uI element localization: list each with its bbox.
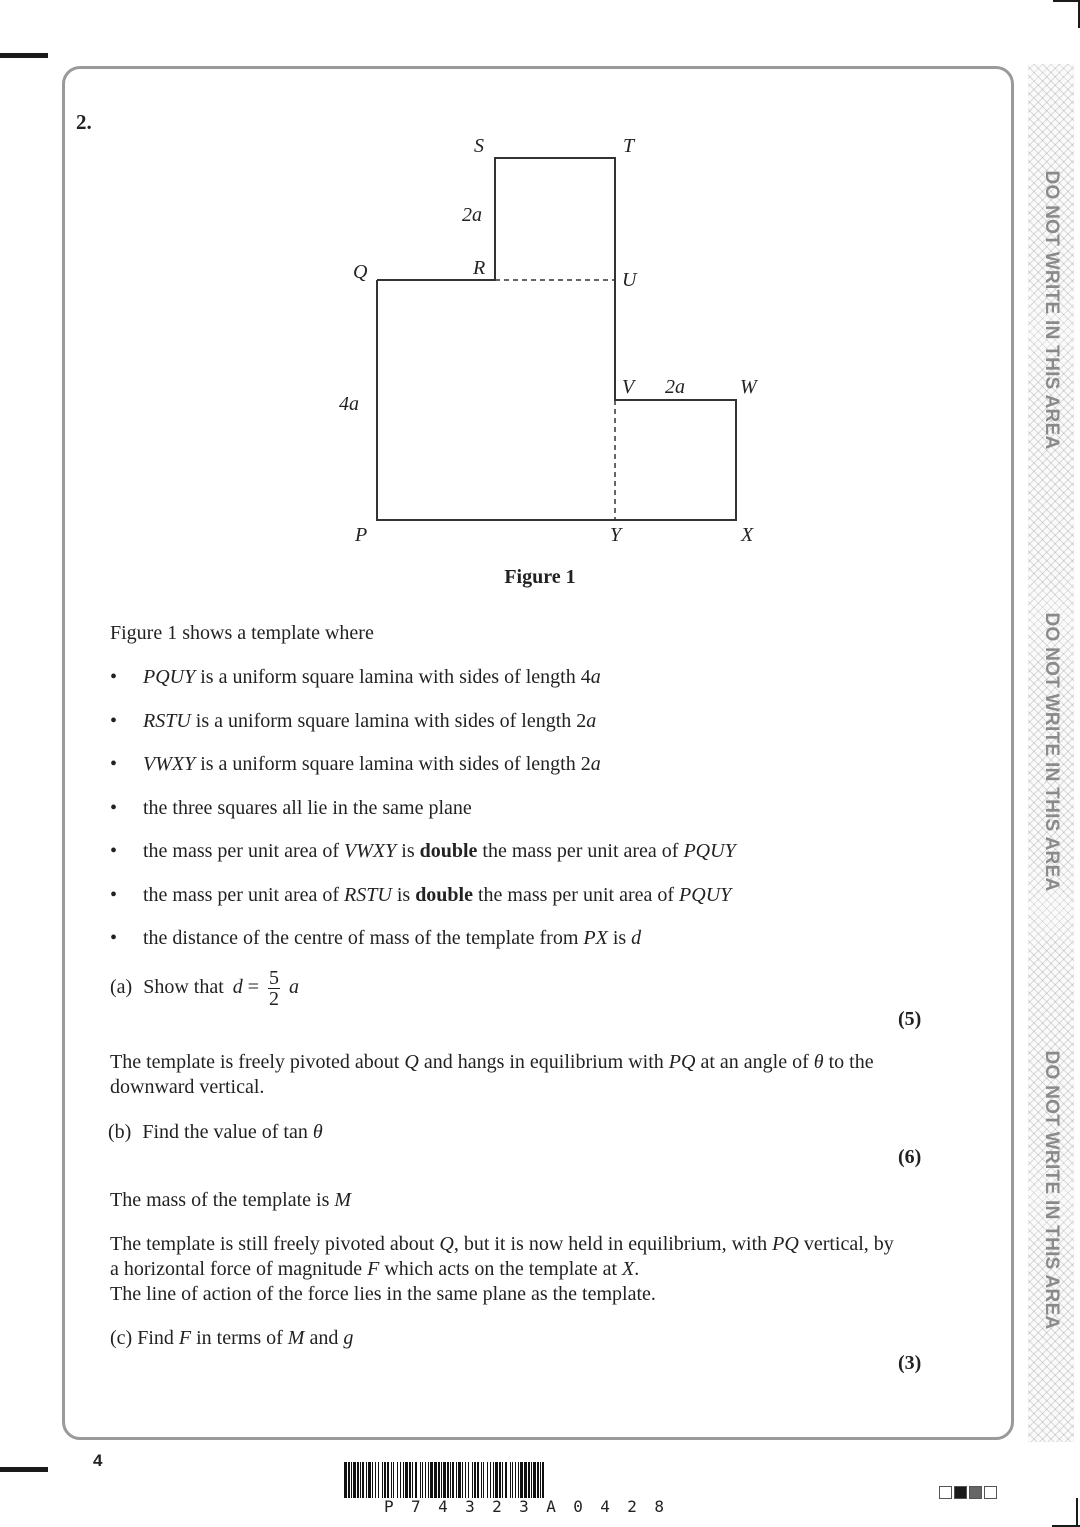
part-c-question-segment: in terms of (191, 1327, 288, 1349)
vertex-label-p: P (355, 524, 368, 546)
vertex-label-q: Q (353, 261, 368, 283)
bullet-icon: • (110, 796, 118, 819)
part-c-marks: (3) (898, 1352, 922, 1374)
figure-caption: Figure 1 (504, 566, 576, 588)
vertex-label-x: X (741, 524, 754, 546)
part-b-context-segment: to the downward vertical. (110, 1051, 874, 1098)
template-outline (377, 158, 736, 520)
condition-segment: is (391, 883, 416, 906)
vertex-label-w: W (740, 376, 757, 398)
condition-segment: RSTU (143, 709, 191, 732)
condition-segment: is a uniform square lamina with sides of length 2 (195, 753, 591, 775)
part-b-marks: (6) (898, 1146, 922, 1168)
condition-segment: is (607, 927, 632, 949)
part-a-text: Show that (143, 976, 224, 999)
vertex-label-u: U (622, 269, 637, 291)
fraction-denominator: 2 (269, 988, 280, 1010)
condition-segment: the mass per unit area of (143, 883, 345, 906)
condition-segment: the distance of the centre of mass of the template from (143, 927, 584, 949)
part-a-label: (a) (110, 976, 133, 999)
barcode-bar (544, 1462, 546, 1498)
condition-segment: PQUY (143, 666, 196, 688)
part-c-context-segment: vertical, by a horizontal force of magnitude (110, 1233, 894, 1280)
bullet-icon: • (110, 753, 118, 775)
condition-text (143, 883, 731, 908)
condition-text (143, 665, 601, 690)
condition-segment: is a uniform square lamina with sides of length 4 (195, 666, 591, 688)
dimension-label-pq: 4a (339, 393, 359, 415)
condition-text (143, 709, 596, 734)
indicator-box-empty (984, 1486, 997, 1499)
part-b-context-segment: and hangs in equilibrium with (418, 1051, 669, 1073)
bullet-icon: • (110, 883, 118, 906)
crop-mark-bottom-right-v (1076, 1498, 1078, 1526)
condition-segment: the three squares all lie in the same plane (143, 796, 472, 819)
mass-statement (110, 1188, 890, 1213)
condition-text (143, 839, 736, 864)
part-a-var: d (232, 976, 243, 999)
part-b-text: Find the value of tan (142, 1121, 308, 1143)
mass-statement-segment: The mass of the template is (110, 1189, 335, 1211)
condition-segment: RSTU (344, 883, 392, 906)
condition-segment: double (419, 840, 478, 862)
part-c-question-segment: g (343, 1327, 354, 1349)
barcode (344, 1462, 736, 1498)
part-b-context-segment: Q (404, 1051, 419, 1073)
part-b-context-segment: PQ (668, 1051, 696, 1073)
condition-segment: VWXY (344, 840, 397, 862)
fraction-numerator: 5 (269, 967, 280, 989)
part-c-context (110, 1232, 900, 1307)
condition-text (143, 926, 641, 951)
crop-mark-top-left (0, 53, 48, 58)
part-b-context-segment: at an angle of (695, 1051, 814, 1073)
condition-segment: PX (583, 927, 608, 949)
condition-text (143, 752, 601, 777)
part-c-question-segment: and (304, 1327, 344, 1349)
part-b-var: θ (312, 1121, 323, 1143)
vertex-label-y: Y (610, 524, 622, 546)
part-c-context-segment: which acts on the template at (379, 1258, 623, 1280)
part-c-question-segment: (c) Find (110, 1327, 179, 1349)
part-c-question (110, 1326, 890, 1351)
page-number: 4 (93, 1451, 103, 1470)
part-a-suffix: a (289, 976, 300, 999)
mass-statement-segment: M (334, 1189, 352, 1211)
vertex-label-v: V (622, 376, 635, 398)
vertex-label-r: R (473, 257, 486, 279)
question-number: 2. (76, 110, 92, 134)
vertex-label-t: T (623, 135, 635, 157)
part-c-context-segment: F (367, 1258, 380, 1280)
part-b-context (110, 1050, 890, 1100)
part-b-question (108, 1120, 888, 1145)
part-c-context-segment: Q (439, 1233, 454, 1255)
intro-text: Figure 1 shows a template where (110, 622, 374, 644)
bullet-icon: • (110, 840, 118, 862)
bullet-icon: • (110, 709, 118, 732)
margin-warning-2: DO NOT WRITE IN THIS AREA (1041, 612, 1062, 892)
part-a-question (110, 968, 890, 1009)
part-c-context-segment: , but it is now held in equilibrium, with (453, 1233, 773, 1255)
condition-segment: PQUY (679, 883, 732, 906)
margin-warning-3: DO NOT WRITE IN THIS AREA (1041, 1050, 1062, 1330)
condition-segment: double (415, 883, 473, 906)
condition-segment: is a uniform square lamina with sides of length 2 (190, 709, 587, 732)
condition-segment: PQUY (683, 840, 736, 862)
part-c-context-segment: The line of action of the force lies in the same plane as the template. (110, 1283, 656, 1305)
part-a-eq: = (247, 976, 260, 999)
indicator-box-black (954, 1486, 967, 1499)
condition-segment: d (631, 927, 642, 949)
vertex-label-s: S (474, 135, 484, 157)
condition-text (143, 796, 472, 821)
crop-mark-bottom-left (0, 1467, 48, 1472)
condition-segment: the mass per unit area of (143, 840, 345, 862)
indicator-box-empty (939, 1486, 952, 1499)
part-c-context-segment: . (634, 1258, 640, 1280)
condition-segment: the mass per unit area of (473, 883, 680, 906)
part-c-question-segment: F (178, 1327, 192, 1349)
crop-mark-top-right-h (1053, 0, 1080, 2)
condition-segment: VWXY (143, 753, 196, 775)
part-b-context-segment: θ (813, 1051, 824, 1073)
part-b-label: (b) (108, 1121, 132, 1143)
condition-segment: a (590, 666, 601, 688)
condition-segment: the mass per unit area of (477, 840, 684, 862)
part-a-marks: (5) (898, 1008, 922, 1030)
part-c-context-segment: The template is still freely pivoted about (110, 1233, 440, 1255)
dimension-label-vw: 2a (665, 376, 685, 398)
condition-segment: a (590, 753, 601, 775)
part-c-context-segment: PQ (772, 1233, 799, 1255)
barcode-text: P74323A0428 (384, 1497, 682, 1516)
margin-warning-1: DO NOT WRITE IN THIS AREA (1041, 170, 1062, 450)
fraction-five-halves (268, 968, 280, 1009)
part-c-question-segment: M (287, 1327, 305, 1349)
indicator-box-grey (969, 1486, 982, 1499)
part-c-context-segment: X (622, 1258, 635, 1280)
dimension-label-rs: 2a (462, 204, 482, 226)
figure-1-diagram (320, 125, 780, 555)
condition-segment: a (586, 709, 597, 732)
bullet-icon: • (110, 666, 118, 688)
page-indicator-boxes (939, 1486, 997, 1499)
bullet-icon: • (110, 927, 118, 949)
condition-segment: is (396, 840, 420, 862)
part-b-context-segment: The template is freely pivoted about (110, 1051, 405, 1073)
